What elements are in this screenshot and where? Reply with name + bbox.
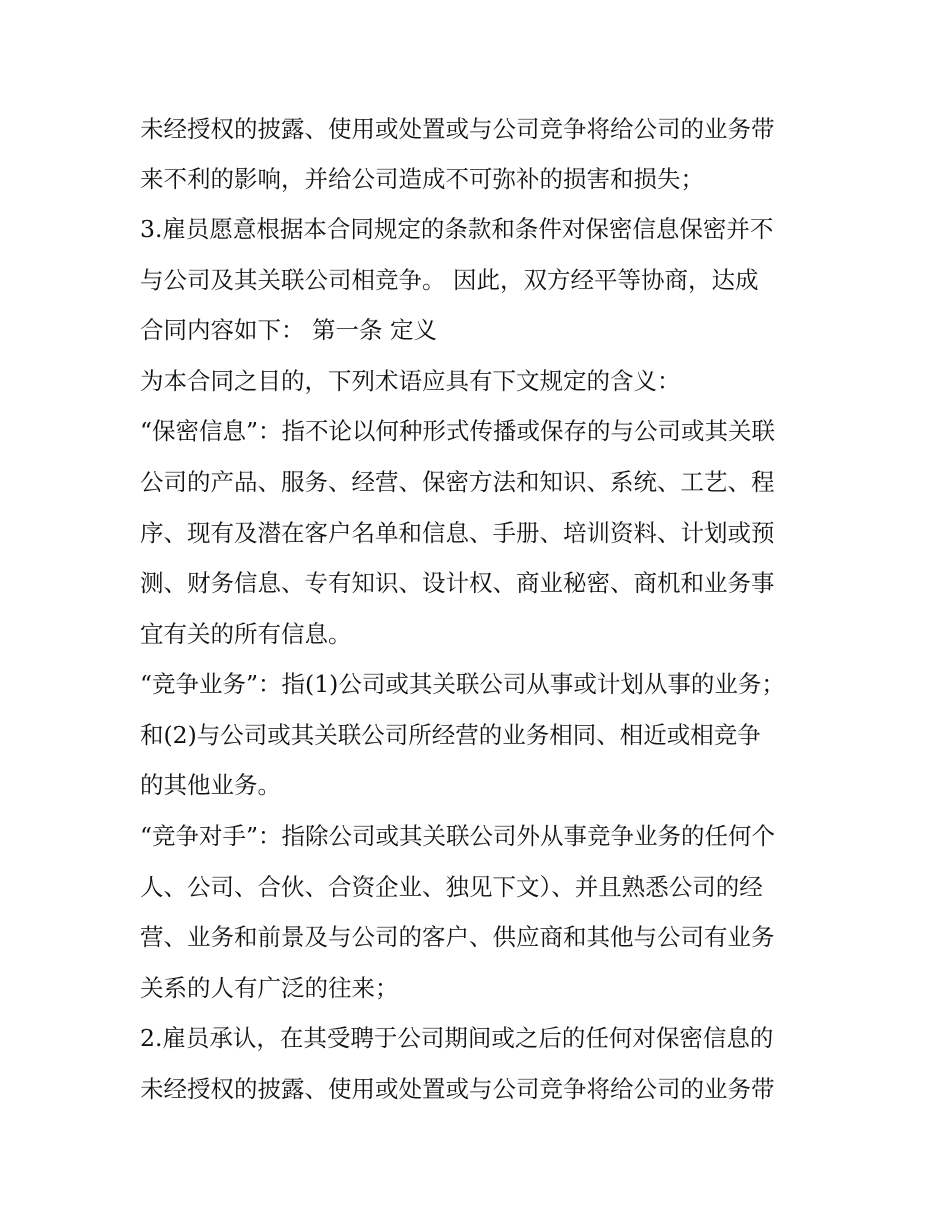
text-line-16: 人、公司、合伙、合资企业、独见下文）、并且熟悉公司的经 bbox=[140, 873, 763, 901]
text-line-1: 未经授权的披露、使用或处置或与公司竞争将给公司的业务带 bbox=[140, 115, 775, 143]
text-line-5: 合同内容如下： 第一条 定义 bbox=[140, 316, 437, 344]
text-line-8: 公司的产品、服务、经营、保密方法和知识、系统、工艺、程 bbox=[140, 468, 775, 496]
text-line-4: 与公司及其关联公司相竞争。 因此，双方经平等协商，达成 bbox=[140, 266, 759, 294]
text-line-19: 2.雇员承认，在其受聘于公司期间或之后的任何对保密信息的 bbox=[140, 1024, 774, 1052]
text-line-14: 的其他业务。 bbox=[140, 771, 281, 799]
text-line-15: “竞争对手”：指除公司或其关联公司外从事竞争业务的任何个 bbox=[140, 822, 776, 850]
text-line-10: 测、财务信息、专有知识、设计权、商业秘密、商机和业务事 bbox=[140, 569, 775, 597]
text-line-17: 营、业务和前景及与公司的客户、供应商和其他与公司有业务 bbox=[140, 923, 775, 951]
text-line-7: “保密信息”：指不论以何种形式传播或保存的与公司或其关联 bbox=[140, 417, 776, 445]
text-line-2: 来不利的影响，并给公司造成不可弥补的损害和损失； bbox=[140, 165, 704, 193]
text-line-13: 和(2)与公司或其关联公司所经营的业务相同、相近或相竞争 bbox=[140, 721, 761, 749]
text-line-6: 为本合同之目的，下列术语应具有下文规定的含义： bbox=[140, 367, 681, 395]
text-line-20: 未经授权的披露、使用或处置或与公司竞争将给公司的业务带 bbox=[140, 1075, 775, 1103]
text-line-3: 3.雇员愿意根据本合同规定的条款和条件对保密信息保密并不 bbox=[140, 215, 774, 243]
text-line-12: “竞争业务”：指(1)公司或其关联公司从事或计划从事的业务； bbox=[140, 670, 785, 698]
text-line-11: 宜有关的所有信息。 bbox=[140, 620, 352, 648]
text-line-9: 序、现有及潜在客户名单和信息、手册、培训资料、计划或预 bbox=[140, 519, 775, 547]
text-line-18: 关系的人有广泛的往来； bbox=[140, 974, 399, 1002]
